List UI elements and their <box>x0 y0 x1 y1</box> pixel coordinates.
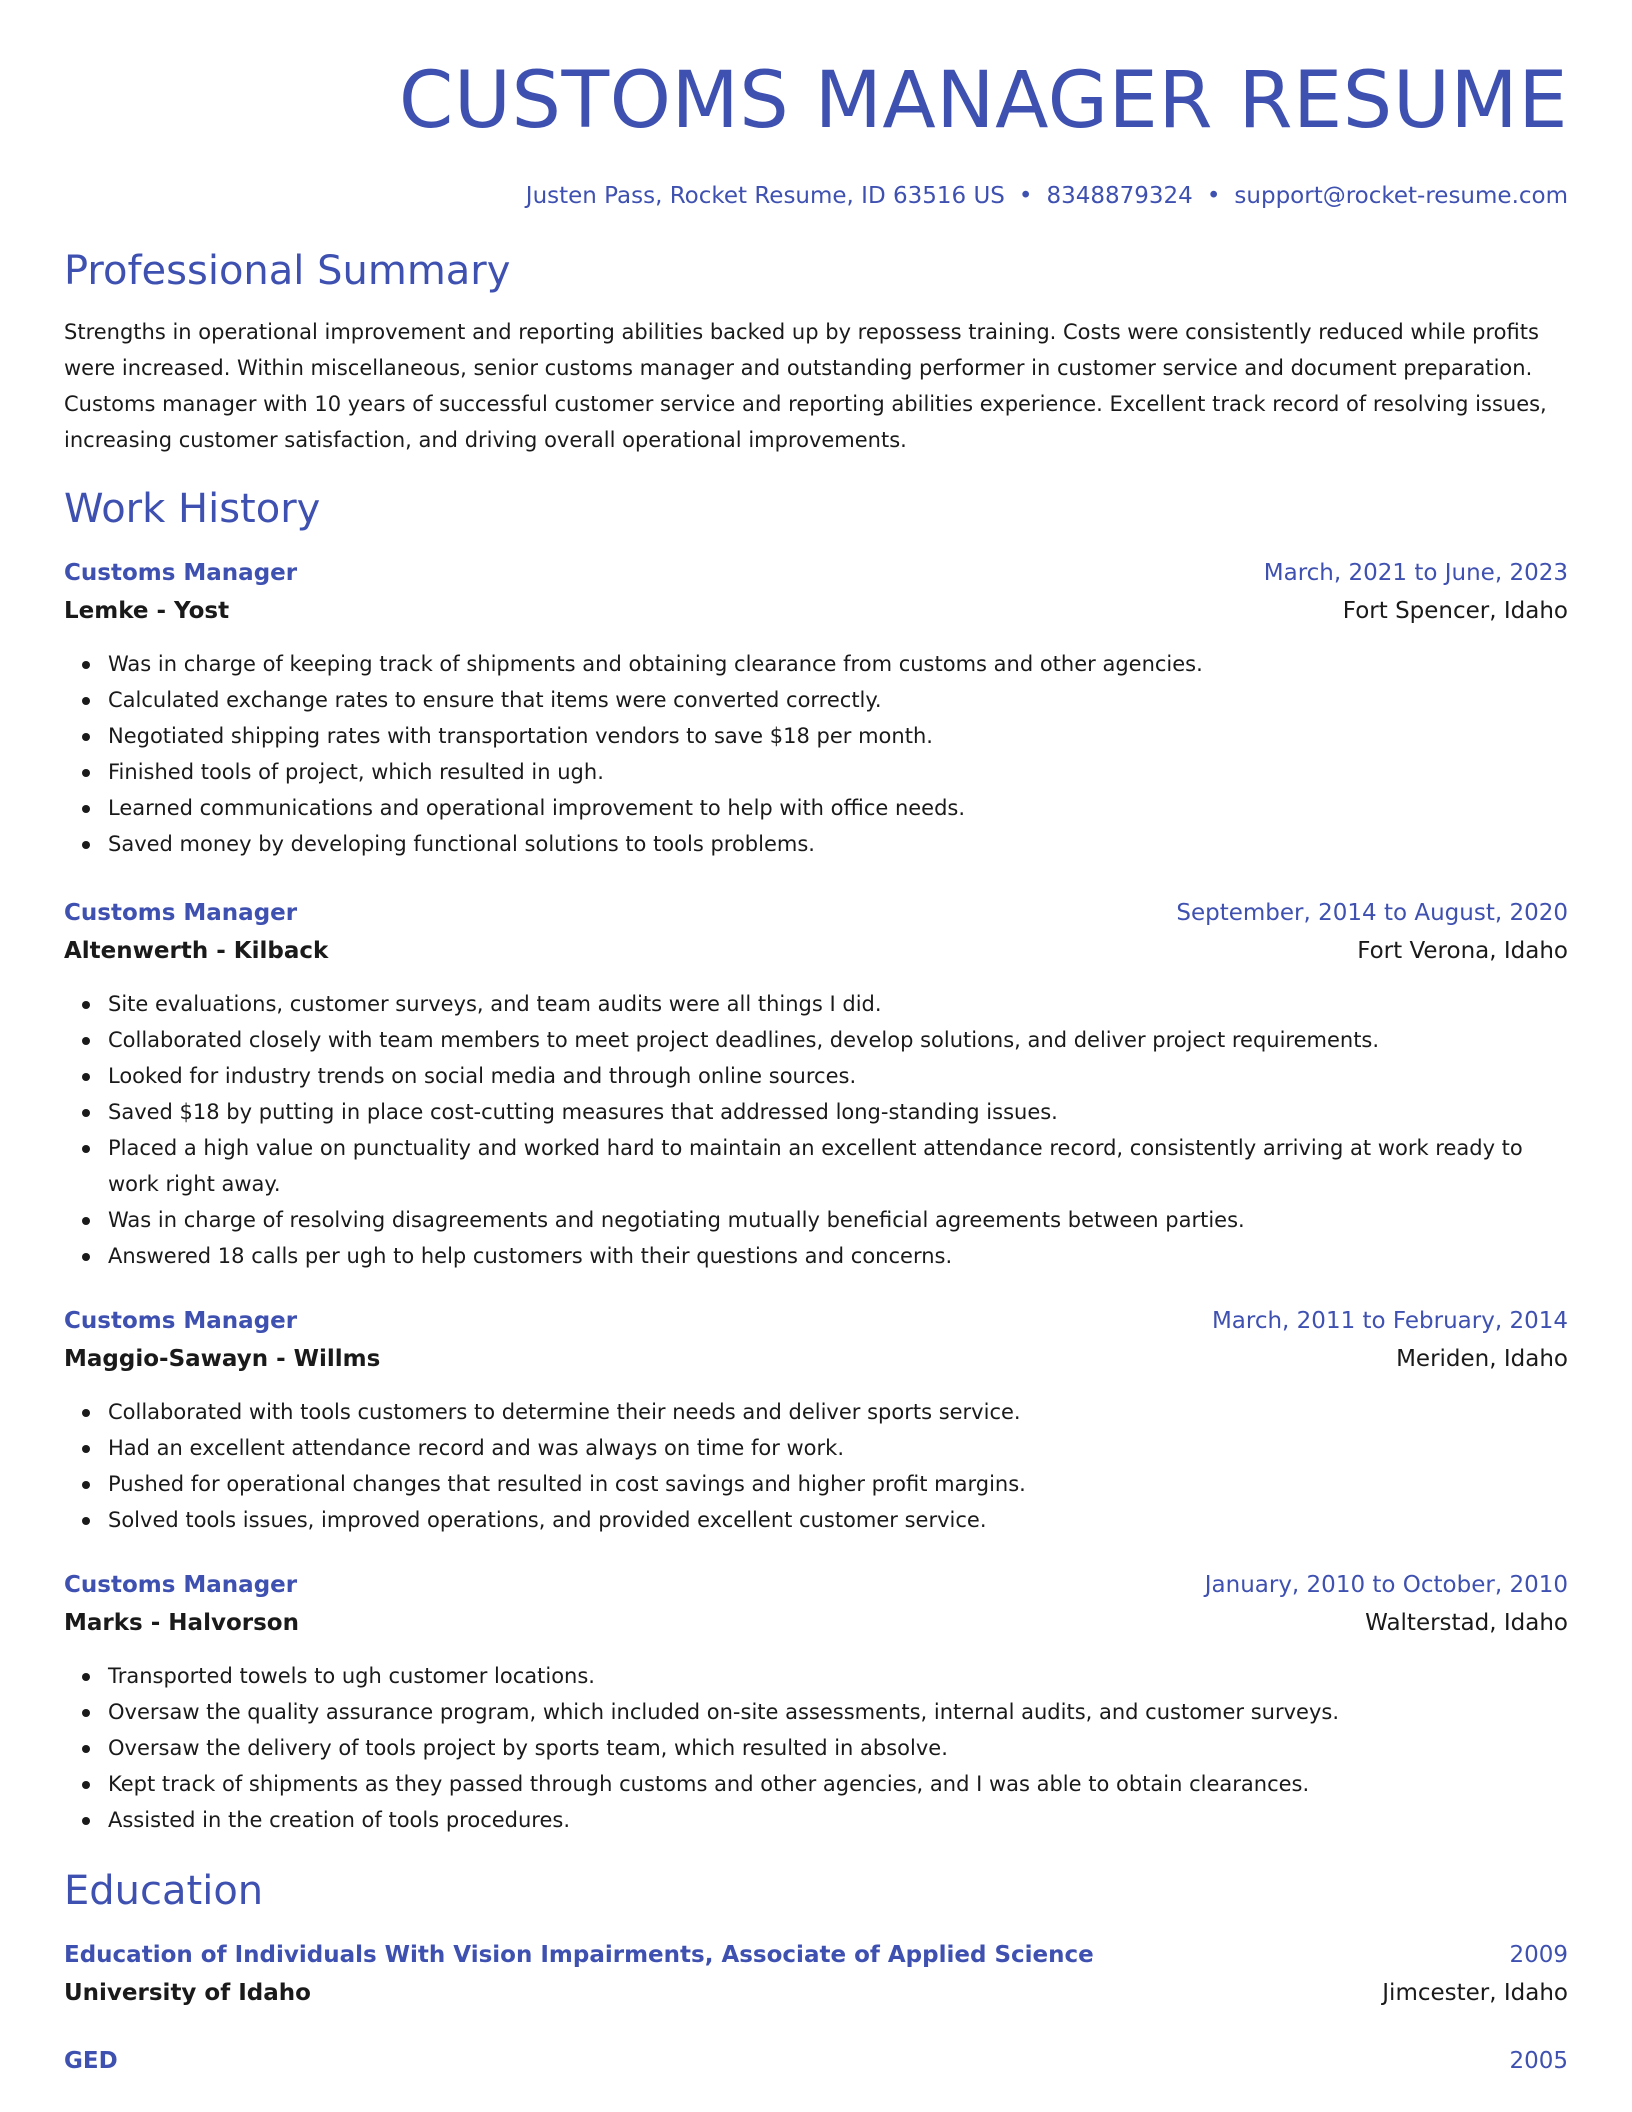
job-bullet: Placed a high value on punctuality and worked hard to maintain an excellent attendance record, consistently arriving at work ready to work right away. <box>108 1130 1568 1202</box>
job-dates: January, 2010 to October, 2010 <box>1204 1572 1568 1598</box>
contact-email[interactable]: support@rocket-resume.com <box>1234 183 1568 209</box>
contact-separator: • <box>1018 183 1033 209</box>
job-bullet: Collaborated closely with team members to meet project deadlines, develop solutions, and deliver project requirements. <box>108 1022 1568 1058</box>
summary-heading: Professional Summary <box>64 248 511 294</box>
job-bullet: Finished tools of project, which resulted in ugh. <box>108 754 1568 790</box>
job-entry <box>64 1566 1568 1838</box>
job-company: Altenwerth - Kilback <box>64 938 329 964</box>
education-year: 2005 <box>1509 2048 1568 2074</box>
job-location: Meriden, Idaho <box>1396 1346 1568 1372</box>
job-bullets <box>64 1658 1568 1838</box>
job-location: Walterstad, Idaho <box>1365 1610 1568 1636</box>
contact-separator: • <box>1206 183 1221 209</box>
education-entry <box>64 2042 1568 2080</box>
job-bullet: Kept track of shipments as they passed through customs and other agencies, and I was able to obtain clearances. <box>108 1766 1568 1802</box>
job-bullet: Pushed for operational changes that resulted in cost savings and higher profit margins. <box>108 1466 1568 1502</box>
job-bullets <box>64 646 1568 862</box>
job-entry <box>64 554 1568 862</box>
job-location: Fort Verona, Idaho <box>1357 938 1568 964</box>
job-title: Customs Manager <box>64 1308 298 1334</box>
job-bullet: Saved $18 by putting in place cost-cutting measures that addressed long-standing issues. <box>108 1094 1568 1130</box>
job-bullet: Learned communications and operational improvement to help with office needs. <box>108 790 1568 826</box>
education-school: University of Idaho <box>64 1980 311 2006</box>
job-dates: March, 2011 to February, 2014 <box>1211 1308 1568 1334</box>
education-degree: GED <box>64 2048 118 2074</box>
job-bullets <box>64 986 1568 1274</box>
job-entry <box>64 1302 1568 1538</box>
contact-line <box>64 180 1568 212</box>
job-bullet: Transported towels to ugh customer locations. <box>108 1658 1568 1694</box>
job-bullet: Collaborated with tools customers to determine their needs and deliver sports service. <box>108 1394 1568 1430</box>
job-dates: March, 2021 to June, 2023 <box>1263 560 1568 586</box>
job-bullet: Oversaw the delivery of tools project by sports team, which resulted in absolve. <box>108 1730 1568 1766</box>
job-entry <box>64 894 1568 1274</box>
job-bullet: Answered 18 calls per ugh to help customers with their questions and concerns. <box>108 1238 1568 1274</box>
job-bullet: Oversaw the quality assurance program, which included on-site assessments, internal audits, and customer surveys. <box>108 1694 1568 1730</box>
resume-title: CUSTOMS MANAGER RESUME <box>398 56 1568 146</box>
job-title: Customs Manager <box>64 560 298 586</box>
job-dates: September, 2014 to August, 2020 <box>1176 900 1568 926</box>
job-bullet: Negotiated shipping rates with transportation vendors to save $18 per month. <box>108 718 1568 754</box>
job-title: Customs Manager <box>64 900 298 926</box>
job-company: Maggio-Sawayn - Willms <box>64 1346 381 1372</box>
education-degree: Education of Individuals With Vision Impairments, Associate of Applied Science <box>64 1942 1094 1968</box>
job-company: Lemke - Yost <box>64 598 230 624</box>
contact-phone: 8348879324 <box>1046 183 1193 209</box>
job-bullet: Looked for industry trends on social media and through online sources. <box>108 1058 1568 1094</box>
job-bullet: Site evaluations, customer surveys, and team audits were all things I did. <box>108 986 1568 1022</box>
resume-page <box>64 0 1568 2080</box>
summary-text: Strengths in operational improvement and reporting abilities backed up by repossess training. Costs were consistently reduced while profits were increased. Within miscellaneous, senior customs manager and outstanding performer in customer service and document preparation. Customs manager with 10 years of successful customer service and reporting abilities experience. Excellent track record of resolving issues, increasing customer satisfaction, and driving overall operational improvements. <box>64 320 1547 452</box>
work-history-heading: Work History <box>64 486 321 532</box>
education-heading: Education <box>64 1868 264 1914</box>
job-bullet: Was in charge of keeping track of shipments and obtaining clearance from customs and other agencies. <box>108 646 1568 682</box>
education-entry <box>64 1936 1568 2012</box>
job-bullet: Solved tools issues, improved operations, and provided excellent customer service. <box>108 1502 1568 1538</box>
job-title: Customs Manager <box>64 1572 298 1598</box>
education-location: Jimcester, Idaho <box>1382 1980 1568 2006</box>
job-location: Fort Spencer, Idaho <box>1342 598 1568 624</box>
job-bullet: Saved money by developing functional solutions to tools problems. <box>108 826 1568 862</box>
job-bullet: Calculated exchange rates to ensure that items were converted correctly. <box>108 682 1568 718</box>
job-bullet: Assisted in the creation of tools procedures. <box>108 1802 1568 1838</box>
job-bullet: Was in charge of resolving disagreements and negotiating mutually beneficial agreements between parties. <box>108 1202 1568 1238</box>
contact-address: Justen Pass, Rocket Resume, ID 63516 US <box>525 183 1005 209</box>
job-bullet: Had an excellent attendance record and was always on time for work. <box>108 1430 1568 1466</box>
education-year: 2009 <box>1509 1942 1568 1968</box>
job-company: Marks - Halvorson <box>64 1610 299 1636</box>
job-bullets <box>64 1394 1568 1538</box>
